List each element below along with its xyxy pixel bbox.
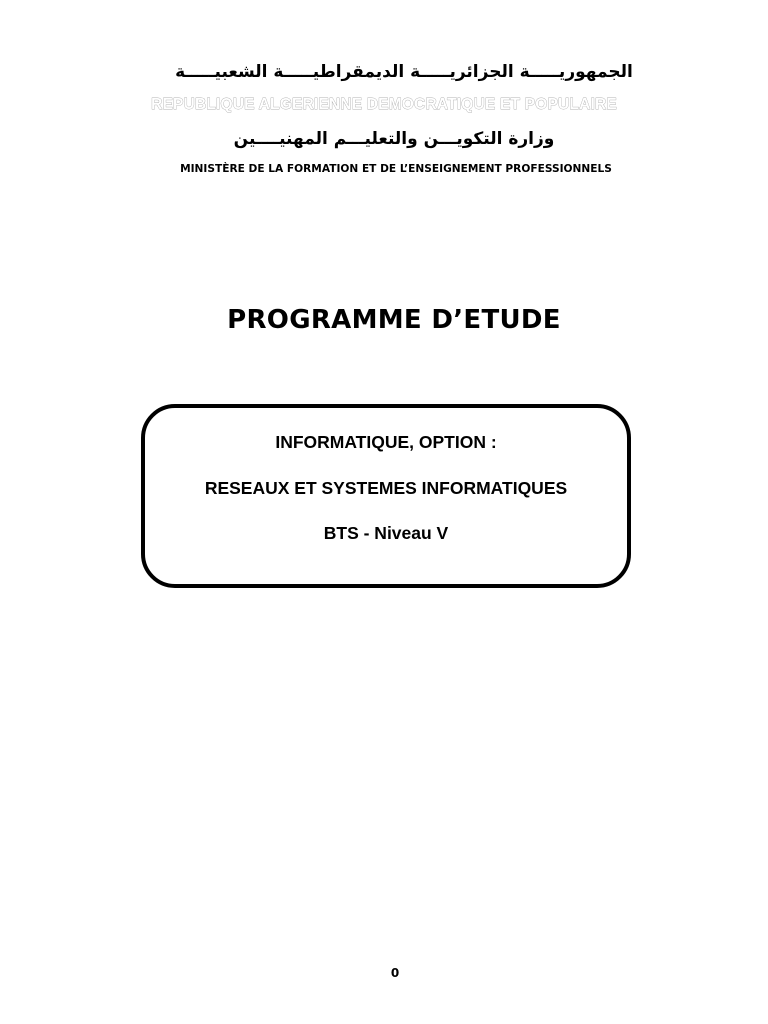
arabic-ministry-heading: وزارة التكويـــن والتعليـــم المهنيــــين bbox=[233, 129, 555, 149]
program-field-label: INFORMATIQUE, OPTION : bbox=[275, 432, 497, 452]
program-option-name: RESEAUX ET SYSTEMES INFORMATIQUES bbox=[204, 478, 568, 498]
arabic-republic-heading: الجمهوريـــــة الجزائريـــــة الديمقراطيـــــة الشعبيـــــة bbox=[175, 62, 633, 82]
french-republic-heading: REPUBLIQUE ALGERIENNE DEMOCRATIQUE ET POPULAIRE bbox=[151, 96, 617, 113]
page-title: PROGRAMME D’ETUDE bbox=[227, 305, 561, 335]
program-level: BTS - Niveau V bbox=[323, 523, 449, 543]
french-ministry-heading: MINISTÈRE DE LA FORMATION ET DE L’ENSEIGNEMENT PROFESSIONNELS bbox=[180, 163, 612, 175]
page-number: 0 bbox=[390, 966, 400, 980]
